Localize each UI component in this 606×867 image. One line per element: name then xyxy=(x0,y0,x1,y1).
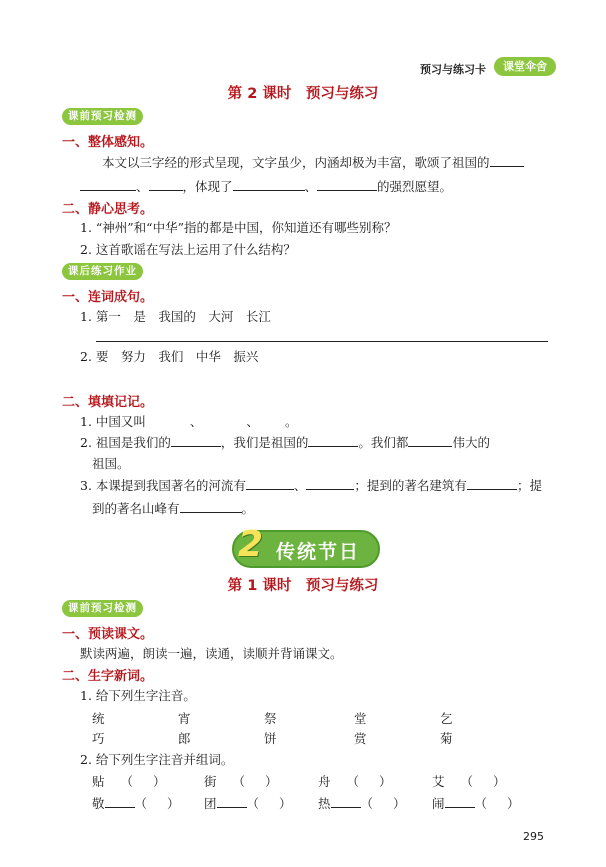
after-class-badge: 课后练习作业 xyxy=(62,263,143,280)
question: 2. 给下列生字注音并组词。 xyxy=(80,752,234,767)
word-blank[interactable] xyxy=(105,794,135,808)
page-number: 295 xyxy=(523,830,544,843)
pre-class-badge: 课前预习检测 xyxy=(62,108,143,125)
word-blank[interactable] xyxy=(217,794,247,808)
fill-blank[interactable] xyxy=(317,177,377,191)
fill-blank[interactable] xyxy=(180,499,242,513)
word-blank[interactable] xyxy=(445,794,475,808)
char-cell: 宵 xyxy=(178,711,191,726)
section-heading: 一、整体感知。 xyxy=(62,135,154,150)
section-heading: 二、填填记记。 xyxy=(62,395,154,410)
question: 2. 祖国是我们的 ，我们是祖国的 。我们都 伟大的 xyxy=(80,435,490,450)
answer-line[interactable] xyxy=(96,341,548,342)
char-cell: 堂 xyxy=(354,711,367,726)
question: 3. 本课提到我国著名的河流有 、 ；提到的著名建筑有 ；提 xyxy=(80,478,542,493)
question-cont: 祖国。 xyxy=(92,456,130,471)
pinyin-word-item: 团 （ ） xyxy=(204,796,292,811)
question: 2. 这首歌谣在写法上运用了什么结构？ xyxy=(80,242,296,257)
char-cell: 菊 xyxy=(440,731,453,746)
pinyin-word-item: 敬 （ ） xyxy=(92,796,180,811)
paragraph-line: 本文以三字经的形式呈现，文字虽少，内涵却极为丰富，歌颂了祖国的 xyxy=(102,153,524,171)
lesson-title: 第 2 课时 预习与练习 xyxy=(227,86,379,102)
pinyin-item: 舟 （ ） xyxy=(318,774,392,789)
question: 1. “神州”和“中华”指的都是中国，你知道还有哪些别称？ xyxy=(80,220,397,235)
fill-blank[interactable] xyxy=(202,413,246,426)
fill-blank[interactable] xyxy=(306,476,354,490)
fill-blank[interactable] xyxy=(233,177,305,191)
unit-banner xyxy=(232,524,380,568)
pre-class-badge: 课前预习检测 xyxy=(62,600,143,617)
question: 1. 给下列生字注音。 xyxy=(80,688,196,703)
header-badge: 课堂伞舍 xyxy=(494,57,556,76)
char-cell: 饼 xyxy=(264,731,277,746)
char-cell: 巧 xyxy=(92,731,105,746)
word-blank[interactable] xyxy=(331,794,361,808)
fill-blank[interactable] xyxy=(408,433,452,447)
unit-number: 2 xyxy=(238,524,264,565)
section-heading: 一、连词成句。 xyxy=(62,290,154,305)
paragraph-line: 、 ，体现了 、 的强烈愿望。 xyxy=(80,177,452,195)
pinyin-item: 街 （ ） xyxy=(204,774,278,789)
lesson-title: 第 1 课时 预习与练习 xyxy=(227,578,379,594)
fill-blank[interactable] xyxy=(259,413,285,426)
section-heading: 一、预读课文。 xyxy=(62,627,154,642)
question: 1. 第一 是 我国的 大河 长江 xyxy=(80,309,271,324)
section-heading: 二、生字新词。 xyxy=(62,669,154,684)
pinyin-item: 贴 （ ） xyxy=(92,774,166,789)
char-cell: 统 xyxy=(92,711,105,726)
question: 1. 中国又叫 、 、 。 xyxy=(80,414,298,429)
char-cell: 郎 xyxy=(178,731,191,746)
fill-blank[interactable] xyxy=(467,476,517,490)
char-cell: 乞 xyxy=(440,711,453,726)
fill-blank[interactable] xyxy=(171,433,221,447)
unit-title: 传统节日 xyxy=(276,541,361,563)
fill-blank[interactable] xyxy=(308,433,358,447)
fill-blank[interactable] xyxy=(246,476,294,490)
pinyin-item: 艾 （ ） xyxy=(432,774,506,789)
fill-blank[interactable] xyxy=(146,413,190,426)
fill-blank[interactable] xyxy=(149,177,183,191)
question-cont: 到的著名山峰有 。 xyxy=(92,501,255,516)
pinyin-word-item: 热 （ ） xyxy=(318,796,406,811)
pinyin-word-item: 闹 （ ） xyxy=(432,796,520,811)
instruction: 默读两遍，朗读一遍，读通，读顺并背诵课文。 xyxy=(80,646,343,661)
question: 2. 要 努力 我们 中华 振兴 xyxy=(80,349,259,364)
char-cell: 祭 xyxy=(264,711,277,726)
fill-blank[interactable] xyxy=(490,153,524,167)
header-label: 预习与练习卡 xyxy=(420,63,486,76)
section-heading: 二、静心思考。 xyxy=(62,202,154,217)
char-cell: 赏 xyxy=(354,731,367,746)
fill-blank[interactable] xyxy=(80,177,136,191)
